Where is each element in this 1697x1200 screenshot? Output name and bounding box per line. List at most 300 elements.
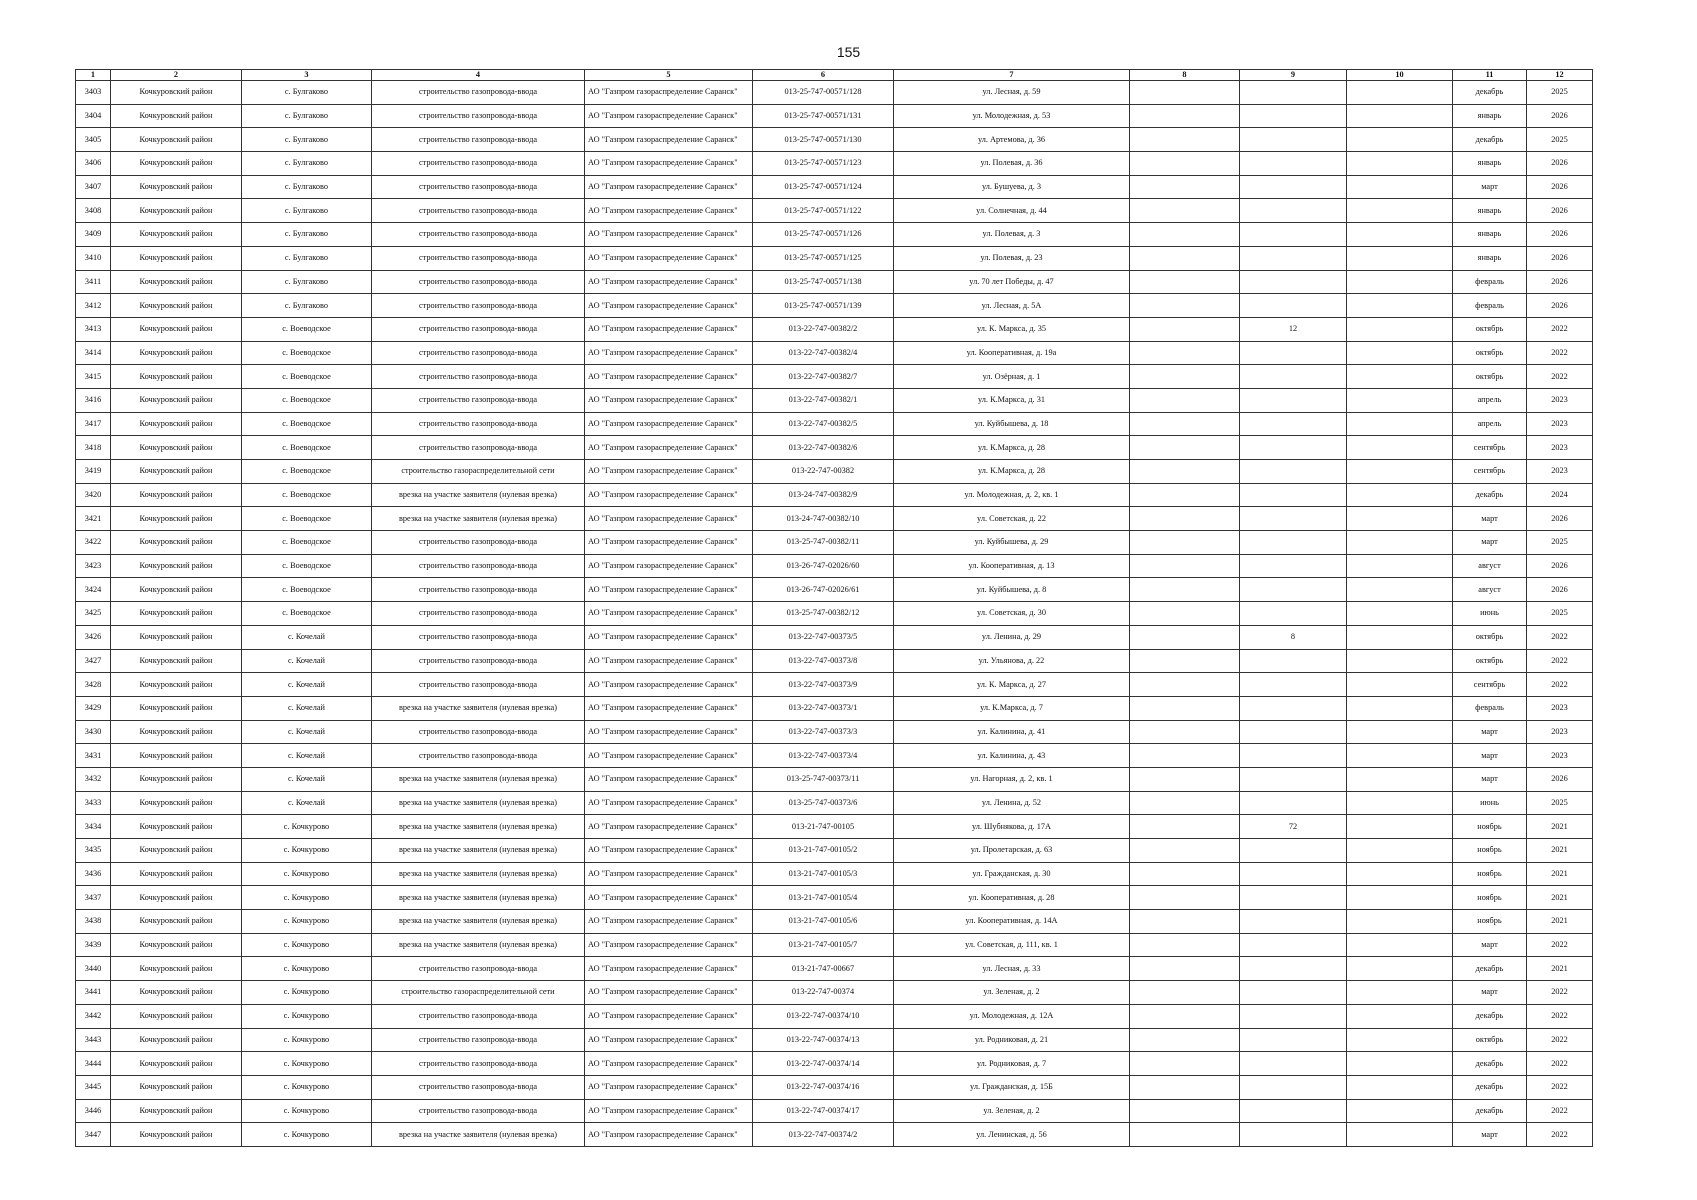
table-cell: Кочкуровский район	[111, 175, 242, 199]
table-cell: с. Кочелай	[242, 791, 372, 815]
table-cell: с. Кочелай	[242, 696, 372, 720]
table-cell: 2023	[1527, 460, 1593, 484]
table-cell: Кочкуровский район	[111, 720, 242, 744]
table-cell	[1130, 270, 1240, 294]
table-cell: врезка на участке заявителя (нулевая врезка)	[372, 886, 585, 910]
table-cell: с. Воеводское	[242, 483, 372, 507]
table-cell: март	[1453, 1123, 1527, 1147]
table-cell: строительство газопровода-ввода	[372, 531, 585, 555]
table-cell	[1240, 981, 1347, 1005]
table-cell: ул. Лесная, д. 5А	[894, 294, 1130, 318]
table-cell: 72	[1240, 815, 1347, 839]
table-cell: 3416	[76, 388, 111, 412]
table-cell: 3430	[76, 720, 111, 744]
table-row	[76, 341, 1593, 365]
table-cell: 2022	[1527, 1099, 1593, 1123]
table-cell	[1240, 152, 1347, 176]
table-cell: Кочкуровский район	[111, 365, 242, 389]
table-row	[76, 649, 1593, 673]
table-cell	[1347, 365, 1453, 389]
table-cell: 013-25-747-00571/125	[753, 246, 894, 270]
table-cell	[1240, 791, 1347, 815]
table-cell: Кочкуровский район	[111, 1123, 242, 1147]
table-cell	[1347, 294, 1453, 318]
table-cell: 013-22-747-00374/10	[753, 1004, 894, 1028]
table-cell	[1130, 246, 1240, 270]
table-cell: октябрь	[1453, 625, 1527, 649]
table-cell	[1240, 1028, 1347, 1052]
column-header-6: 6	[753, 70, 894, 81]
table-cell: 013-25-747-00382/11	[753, 531, 894, 555]
table-cell: Кочкуровский район	[111, 412, 242, 436]
table-cell: АО "Газпром газораспределение Саранск"	[585, 483, 753, 507]
table-cell: Кочкуровский район	[111, 910, 242, 934]
table-cell: 3415	[76, 365, 111, 389]
table-cell	[1240, 1075, 1347, 1099]
table-cell	[1130, 910, 1240, 934]
table-cell: ул. Кооперативная, д. 14А	[894, 910, 1130, 934]
table-cell: 2023	[1527, 720, 1593, 744]
table-cell	[1240, 720, 1347, 744]
table-cell: с. Булгаково	[242, 199, 372, 223]
table-cell: декабрь	[1453, 1052, 1527, 1076]
table-cell	[1347, 815, 1453, 839]
table-cell: ул. Калинина, д. 43	[894, 744, 1130, 768]
table-cell: строительство газопровода-ввода	[372, 175, 585, 199]
table-cell	[1240, 246, 1347, 270]
table-cell	[1347, 767, 1453, 791]
table-cell: строительство газопровода-ввода	[372, 104, 585, 128]
table-cell: январь	[1453, 199, 1527, 223]
table-cell: с. Кочелай	[242, 673, 372, 697]
table-cell: 2026	[1527, 152, 1593, 176]
table-row	[76, 933, 1593, 957]
table-cell	[1347, 1004, 1453, 1028]
table-cell	[1240, 696, 1347, 720]
table-cell: 3444	[76, 1052, 111, 1076]
table-cell: ул. Полевая, д. 36	[894, 152, 1130, 176]
table-cell: АО "Газпром газораспределение Саранск"	[585, 957, 753, 981]
table-cell: ул. Ленина, д. 29	[894, 625, 1130, 649]
table-cell: ул. Артемова, д. 36	[894, 128, 1130, 152]
table-cell	[1347, 341, 1453, 365]
table-cell: Кочкуровский район	[111, 602, 242, 626]
table-cell: строительство газопровода-ввода	[372, 81, 585, 105]
table-cell: строительство газопровода-ввода	[372, 365, 585, 389]
table-cell: август	[1453, 554, 1527, 578]
table-cell: 2025	[1527, 81, 1593, 105]
table-cell: ул. Куйбышева, д. 18	[894, 412, 1130, 436]
table-cell: АО "Газпром газораспределение Саранск"	[585, 341, 753, 365]
table-cell	[1240, 388, 1347, 412]
table-cell: Кочкуровский район	[111, 1028, 242, 1052]
table-cell: 2023	[1527, 388, 1593, 412]
table-cell: ул. Кооперативная, д. 13	[894, 554, 1130, 578]
table-cell	[1130, 341, 1240, 365]
table-cell: 3403	[76, 81, 111, 105]
table-cell: 013-22-747-00374/14	[753, 1052, 894, 1076]
column-header-5: 5	[585, 70, 753, 81]
table-cell: 2022	[1527, 981, 1593, 1005]
table-cell: АО "Газпром газораспределение Саранск"	[585, 246, 753, 270]
table-cell: 013-22-747-00373/1	[753, 696, 894, 720]
table-cell: 013-25-747-00571/131	[753, 104, 894, 128]
table-cell: АО "Газпром газораспределение Саранск"	[585, 128, 753, 152]
table-cell: с. Булгаково	[242, 223, 372, 247]
table-cell: с. Воеводское	[242, 602, 372, 626]
column-header-8: 8	[1130, 70, 1240, 81]
table-cell: АО "Газпром газораспределение Саранск"	[585, 152, 753, 176]
table-cell	[1347, 317, 1453, 341]
table-cell: 013-22-747-00382/6	[753, 436, 894, 460]
table-cell: Кочкуровский район	[111, 791, 242, 815]
table-cell: Кочкуровский район	[111, 649, 242, 673]
table-cell: ул. Ленинская, д. 56	[894, 1123, 1130, 1147]
table-cell: февраль	[1453, 696, 1527, 720]
table-cell: АО "Газпром газораспределение Саранск"	[585, 886, 753, 910]
table-cell: 2021	[1527, 839, 1593, 863]
table-cell: 013-25-747-00571/126	[753, 223, 894, 247]
table-cell: ул. К.Маркса, д. 7	[894, 696, 1130, 720]
table-cell	[1240, 744, 1347, 768]
table-cell: декабрь	[1453, 128, 1527, 152]
table-cell: Кочкуровский район	[111, 317, 242, 341]
table-cell	[1130, 602, 1240, 626]
table-cell: 013-22-747-00382	[753, 460, 894, 484]
table-cell: ул. Лесная, д. 59	[894, 81, 1130, 105]
table-row	[76, 104, 1593, 128]
table-cell: 2023	[1527, 696, 1593, 720]
table-cell: 2026	[1527, 199, 1593, 223]
table-cell: строительство газопровода-ввода	[372, 246, 585, 270]
table-cell: врезка на участке заявителя (нулевая врезка)	[372, 483, 585, 507]
table-row	[76, 246, 1593, 270]
table-cell	[1240, 1052, 1347, 1076]
table-cell: декабрь	[1453, 1004, 1527, 1028]
table-cell	[1347, 554, 1453, 578]
table-cell: март	[1453, 531, 1527, 555]
table-cell	[1347, 696, 1453, 720]
column-header-9: 9	[1240, 70, 1347, 81]
table-cell	[1130, 886, 1240, 910]
table-cell: ул. Озёрная, д. 1	[894, 365, 1130, 389]
table-cell: ноябрь	[1453, 862, 1527, 886]
table-cell: строительство газопровода-ввода	[372, 223, 585, 247]
table-cell	[1240, 507, 1347, 531]
table-cell: 3445	[76, 1075, 111, 1099]
table-cell: с. Воеводское	[242, 365, 372, 389]
table-cell	[1347, 1028, 1453, 1052]
table-cell: строительство газопровода-ввода	[372, 957, 585, 981]
table-cell: 013-24-747-00382/10	[753, 507, 894, 531]
table-cell: ул. Советская, д. 30	[894, 602, 1130, 626]
table-cell: АО "Газпром газораспределение Саранск"	[585, 223, 753, 247]
table-row	[76, 436, 1593, 460]
table-cell: Кочкуровский район	[111, 81, 242, 105]
table-row	[76, 720, 1593, 744]
table-cell: 3419	[76, 460, 111, 484]
table-cell: Кочкуровский район	[111, 1075, 242, 1099]
table-cell: с. Кочелай	[242, 720, 372, 744]
table-cell: Кочкуровский район	[111, 744, 242, 768]
table-cell: врезка на участке заявителя (нулевая врезка)	[372, 507, 585, 531]
table-cell: сентябрь	[1453, 460, 1527, 484]
table-cell	[1130, 152, 1240, 176]
table-cell: с. Воеводское	[242, 412, 372, 436]
table-row	[76, 1099, 1593, 1123]
table-cell: 013-22-747-00373/4	[753, 744, 894, 768]
table-cell: 3404	[76, 104, 111, 128]
table-cell	[1130, 81, 1240, 105]
table-cell: АО "Газпром газораспределение Саранск"	[585, 1075, 753, 1099]
table-cell: строительство газопровода-ввода	[372, 720, 585, 744]
table-cell: строительство газораспределительной сети	[372, 460, 585, 484]
table-cell: март	[1453, 175, 1527, 199]
table-cell	[1347, 578, 1453, 602]
table-cell	[1347, 791, 1453, 815]
table-cell: 013-25-747-00571/139	[753, 294, 894, 318]
table-cell: с. Кочкурово	[242, 933, 372, 957]
table-cell: АО "Газпром газораспределение Саранск"	[585, 1004, 753, 1028]
table-cell: июнь	[1453, 791, 1527, 815]
table-cell	[1130, 981, 1240, 1005]
table-row	[76, 152, 1593, 176]
table-cell: март	[1453, 507, 1527, 531]
table-cell: ул. Родниковая, д. 21	[894, 1028, 1130, 1052]
table-cell: АО "Газпром газораспределение Саранск"	[585, 791, 753, 815]
table-cell: строительство газопровода-ввода	[372, 554, 585, 578]
table-row	[76, 886, 1593, 910]
table-row	[76, 270, 1593, 294]
table-cell: 013-21-747-00667	[753, 957, 894, 981]
table-cell: 013-22-747-00374/13	[753, 1028, 894, 1052]
table-cell: с. Воеводское	[242, 554, 372, 578]
table-cell: 3407	[76, 175, 111, 199]
table-cell	[1130, 649, 1240, 673]
table-cell	[1347, 412, 1453, 436]
table-cell: 2022	[1527, 1028, 1593, 1052]
table-cell: 3436	[76, 862, 111, 886]
table-cell: 013-22-747-00373/9	[753, 673, 894, 697]
table-cell: с. Кочкурово	[242, 910, 372, 934]
table-cell: АО "Газпром газораспределение Саранск"	[585, 578, 753, 602]
table-cell: 013-21-747-00105/3	[753, 862, 894, 886]
table-cell	[1347, 152, 1453, 176]
table-cell: строительство газопровода-ввода	[372, 128, 585, 152]
column-header-7: 7	[894, 70, 1130, 81]
table-cell: 013-21-747-00105	[753, 815, 894, 839]
table-cell: врезка на участке заявителя (нулевая врезка)	[372, 767, 585, 791]
table-cell	[1240, 270, 1347, 294]
table-row	[76, 981, 1593, 1005]
table-cell: 013-25-747-00382/12	[753, 602, 894, 626]
table-cell: ул. К. Маркса, д. 27	[894, 673, 1130, 697]
table-cell	[1240, 223, 1347, 247]
table-cell: Кочкуровский район	[111, 388, 242, 412]
table-cell: 2021	[1527, 862, 1593, 886]
table-cell: ул. Нагорная, д. 2, кв. 1	[894, 767, 1130, 791]
table-cell: 3431	[76, 744, 111, 768]
table-cell: строительство газопровода-ввода	[372, 673, 585, 697]
table-cell: АО "Газпром газораспределение Саранск"	[585, 673, 753, 697]
table-cell: АО "Газпром газораспределение Саранск"	[585, 294, 753, 318]
table-cell: АО "Газпром газораспределение Саранск"	[585, 81, 753, 105]
table-cell	[1240, 933, 1347, 957]
table-cell: 3439	[76, 933, 111, 957]
table-cell: Кочкуровский район	[111, 886, 242, 910]
table-row	[76, 815, 1593, 839]
table-cell: 2022	[1527, 317, 1593, 341]
table-cell: 2026	[1527, 175, 1593, 199]
table-cell	[1240, 365, 1347, 389]
table-row	[76, 199, 1593, 223]
table-row	[76, 957, 1593, 981]
table-cell: АО "Газпром газораспределение Саранск"	[585, 910, 753, 934]
table-cell: АО "Газпром газораспределение Саранск"	[585, 862, 753, 886]
table-cell: 3424	[76, 578, 111, 602]
table-cell	[1240, 554, 1347, 578]
table-cell: Кочкуровский район	[111, 625, 242, 649]
table-cell: 3428	[76, 673, 111, 697]
table-cell: 013-21-747-00105/4	[753, 886, 894, 910]
table-cell	[1130, 578, 1240, 602]
column-header-3: 3	[242, 70, 372, 81]
table-cell	[1130, 839, 1240, 863]
table-cell: Кочкуровский район	[111, 578, 242, 602]
table-cell: АО "Газпром газораспределение Саранск"	[585, 365, 753, 389]
table-cell: строительство газопровода-ввода	[372, 1099, 585, 1123]
table-cell: врезка на участке заявителя (нулевая врезка)	[372, 791, 585, 815]
table-cell: АО "Газпром газораспределение Саранск"	[585, 1028, 753, 1052]
table-row	[76, 839, 1593, 863]
table-cell: декабрь	[1453, 1075, 1527, 1099]
table-cell	[1347, 199, 1453, 223]
table-cell	[1240, 531, 1347, 555]
table-cell: строительство газопровода-ввода	[372, 602, 585, 626]
table-cell: 2025	[1527, 791, 1593, 815]
table-cell	[1347, 81, 1453, 105]
table-cell: с. Кочкурово	[242, 981, 372, 1005]
table-cell: 2022	[1527, 1075, 1593, 1099]
table-cell: август	[1453, 578, 1527, 602]
table-cell: с. Кочелай	[242, 625, 372, 649]
table-cell: 3412	[76, 294, 111, 318]
column-header-12: 12	[1527, 70, 1593, 81]
table-cell	[1240, 460, 1347, 484]
table-cell	[1130, 957, 1240, 981]
table-cell: 3423	[76, 554, 111, 578]
table-cell: 013-25-747-00571/123	[753, 152, 894, 176]
table-cell	[1130, 720, 1240, 744]
table-cell: март	[1453, 720, 1527, 744]
table-cell: врезка на участке заявителя (нулевая врезка)	[372, 862, 585, 886]
table-row	[76, 744, 1593, 768]
table-cell: декабрь	[1453, 81, 1527, 105]
table-cell: ул. Бушуева, д. 3	[894, 175, 1130, 199]
table-cell	[1347, 175, 1453, 199]
table-cell: 3438	[76, 910, 111, 934]
table-cell	[1347, 531, 1453, 555]
table-row	[76, 862, 1593, 886]
table-row	[76, 317, 1593, 341]
table-cell	[1130, 1004, 1240, 1028]
table-cell: Кочкуровский район	[111, 696, 242, 720]
table-cell: 3447	[76, 1123, 111, 1147]
table-cell: Кочкуровский район	[111, 1052, 242, 1076]
table-cell	[1240, 1099, 1347, 1123]
table-cell: АО "Газпром газораспределение Саранск"	[585, 199, 753, 223]
table-cell: ноябрь	[1453, 886, 1527, 910]
table-cell: март	[1453, 767, 1527, 791]
table-cell	[1347, 460, 1453, 484]
table-cell	[1240, 862, 1347, 886]
table-cell	[1347, 436, 1453, 460]
table-cell: 2021	[1527, 886, 1593, 910]
table-cell	[1130, 1028, 1240, 1052]
table-cell: 2026	[1527, 554, 1593, 578]
table-row	[76, 294, 1593, 318]
table-cell	[1130, 673, 1240, 697]
table-cell: ул. Куйбышева, д. 29	[894, 531, 1130, 555]
table-cell: июнь	[1453, 602, 1527, 626]
table-cell: Кочкуровский район	[111, 246, 242, 270]
table-cell: врезка на участке заявителя (нулевая врезка)	[372, 839, 585, 863]
table-cell: Кочкуровский район	[111, 436, 242, 460]
table-cell: строительство газопровода-ввода	[372, 744, 585, 768]
table-cell: 013-25-747-00373/6	[753, 791, 894, 815]
table-cell	[1130, 862, 1240, 886]
table-cell: 2026	[1527, 767, 1593, 791]
table-cell: 3440	[76, 957, 111, 981]
table-cell: АО "Газпром газораспределение Саранск"	[585, 388, 753, 412]
table-cell: октябрь	[1453, 1028, 1527, 1052]
table-cell: Кочкуровский район	[111, 223, 242, 247]
table-cell	[1130, 767, 1240, 791]
table-cell	[1240, 412, 1347, 436]
table-row	[76, 483, 1593, 507]
table-cell: с. Воеводское	[242, 388, 372, 412]
table-cell: с. Кочкурово	[242, 1099, 372, 1123]
table-cell: декабрь	[1453, 483, 1527, 507]
table-cell: с. Булгаково	[242, 152, 372, 176]
table-cell: с. Булгаково	[242, 175, 372, 199]
table-cell: 013-25-747-00571/138	[753, 270, 894, 294]
table-cell: АО "Газпром газораспределение Саранск"	[585, 602, 753, 626]
table-cell: 2022	[1527, 1052, 1593, 1076]
table-cell: 2022	[1527, 673, 1593, 697]
table-cell	[1347, 1052, 1453, 1076]
table-cell: ул. Куйбышева, д. 8	[894, 578, 1130, 602]
table-cell: строительство газопровода-ввода	[372, 1004, 585, 1028]
table-cell: 013-22-747-00374/17	[753, 1099, 894, 1123]
table-row	[76, 673, 1593, 697]
table-cell	[1240, 1004, 1347, 1028]
table-cell	[1130, 104, 1240, 128]
table-cell	[1130, 1075, 1240, 1099]
table-cell: ул. Зеленая, д. 2	[894, 981, 1130, 1005]
table-cell: АО "Газпром газораспределение Саранск"	[585, 104, 753, 128]
table-cell	[1130, 128, 1240, 152]
table-cell: Кочкуровский район	[111, 1099, 242, 1123]
table-cell: 2022	[1527, 933, 1593, 957]
table-cell	[1130, 175, 1240, 199]
table-cell: строительство газопровода-ввода	[372, 1052, 585, 1076]
table-cell	[1240, 602, 1347, 626]
table-cell: 2023	[1527, 436, 1593, 460]
table-cell: Кочкуровский район	[111, 862, 242, 886]
table-cell: строительство газораспределительной сети	[372, 981, 585, 1005]
table-cell: 2026	[1527, 578, 1593, 602]
